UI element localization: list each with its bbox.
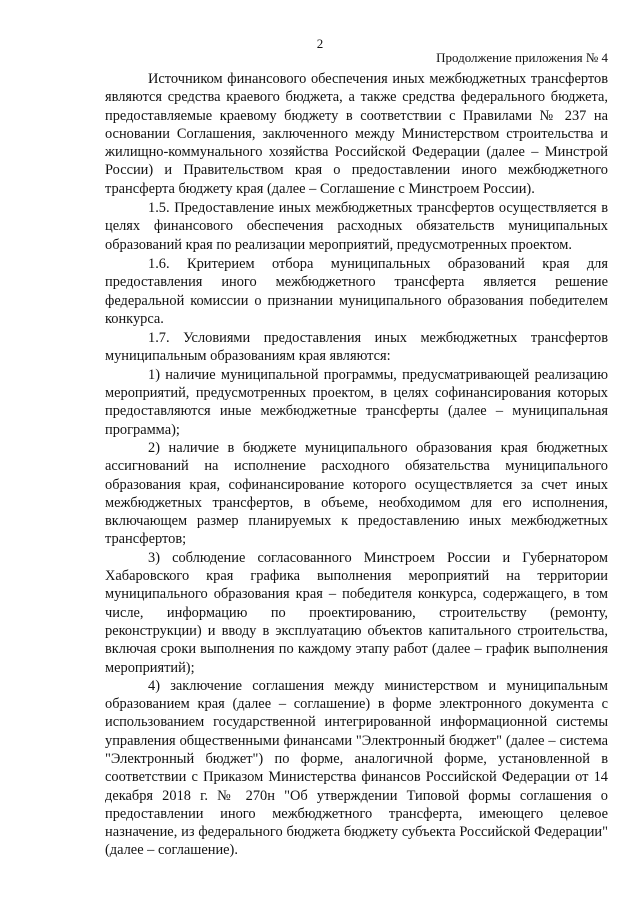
paragraph-1-5: 1.5. Предоставление иных межбюджетных трансфертов осуществляется в целях финансового обеспечения расходных обязательств муниципальных образований края по реализации мероприятий, предусмотренных проектом. [105, 200, 608, 253]
condition-item-2: 2) наличие в бюджете муниципального образования края бюджетных ассигнований на исполнение расходного обязательства муниципального образования края, софинансирование которого осуществляется за счет иных межбюджетных трансфертов, в объеме, необходимом для его исполнения, включающем размер планируемых к предоставлению иных межбюджетных трансфертов; [105, 439, 608, 548]
paragraph-funding-source: Источником финансового обеспечения иных межбюджетных трансфертов являются средства краевого бюджета, а также средства федерального бюджета, предоставляемые краевому бюджету в соответствии с Правилами № 237 на основании Соглашения, заключенного между Министерством строительства и жилищно-коммунального хозяйства Российской Федерации (далее – Минстрой России) и Правительством края о предоставлении иного межбюджетного трансферта бюджету края (далее – Соглашение с Минстроем России). [105, 71, 608, 197]
condition-item-4: 4) заключение соглашения между министерством и муниципальным образованием края (далее – соглашение) в форме электронного документа с использованием государственной интегрированной информационной системы управления общественными финансами "Электронный бюджет" (далее – система "Электронный бюджет") по форме, аналогичной форме, установленной в соответствии с Приказом Министерства финансов Российской Федерации от 14 декабря 2018 г. № 270н "Об утверждении Типовой формы соглашения о предоставлении иного межбюджетного трансферта, имеющего целевое назначение, из федерального бюджета бюджету субъекта Российской Федерации" (далее – соглашение). [105, 677, 608, 859]
paragraph-1-6: 1.6. Критерием отбора муниципальных образований края для предоставления иного межбюджетного трансферта является решение федеральной комиссии о признании муниципального образования победителем конкурса. [105, 255, 608, 327]
condition-item-3: 3) соблюдение согласованного Минстроем России и Губернатором Хабаровского края графика выполнения мероприятий на территории муниципального образования края – победителя конкурса, содержащего, в том числе, информацию по проектированию, строительству (ремонту, реконструкции) и вводу в эксплуатацию объектов капитального строительства, включая сроки выполнения по каждому этапу работ (далее – график выполнения мероприятий); [105, 549, 608, 676]
document-body [105, 70, 608, 860]
appendix-continuation-label: Продолжение приложения № 4 [436, 50, 608, 65]
condition-item-1: 1) наличие муниципальной программы, предусматривающей реализацию мероприятий, предусмотренных проектом, в целях софинансирования которых предоставляются иные межбюджетные трансферты (далее – муниципальная программа); [105, 366, 608, 438]
paragraph-1-7: 1.7. Условиями предоставления иных межбюджетных трансфертов муниципальным образованиям края являются: [105, 330, 608, 365]
page-number: 2 [316, 36, 324, 51]
